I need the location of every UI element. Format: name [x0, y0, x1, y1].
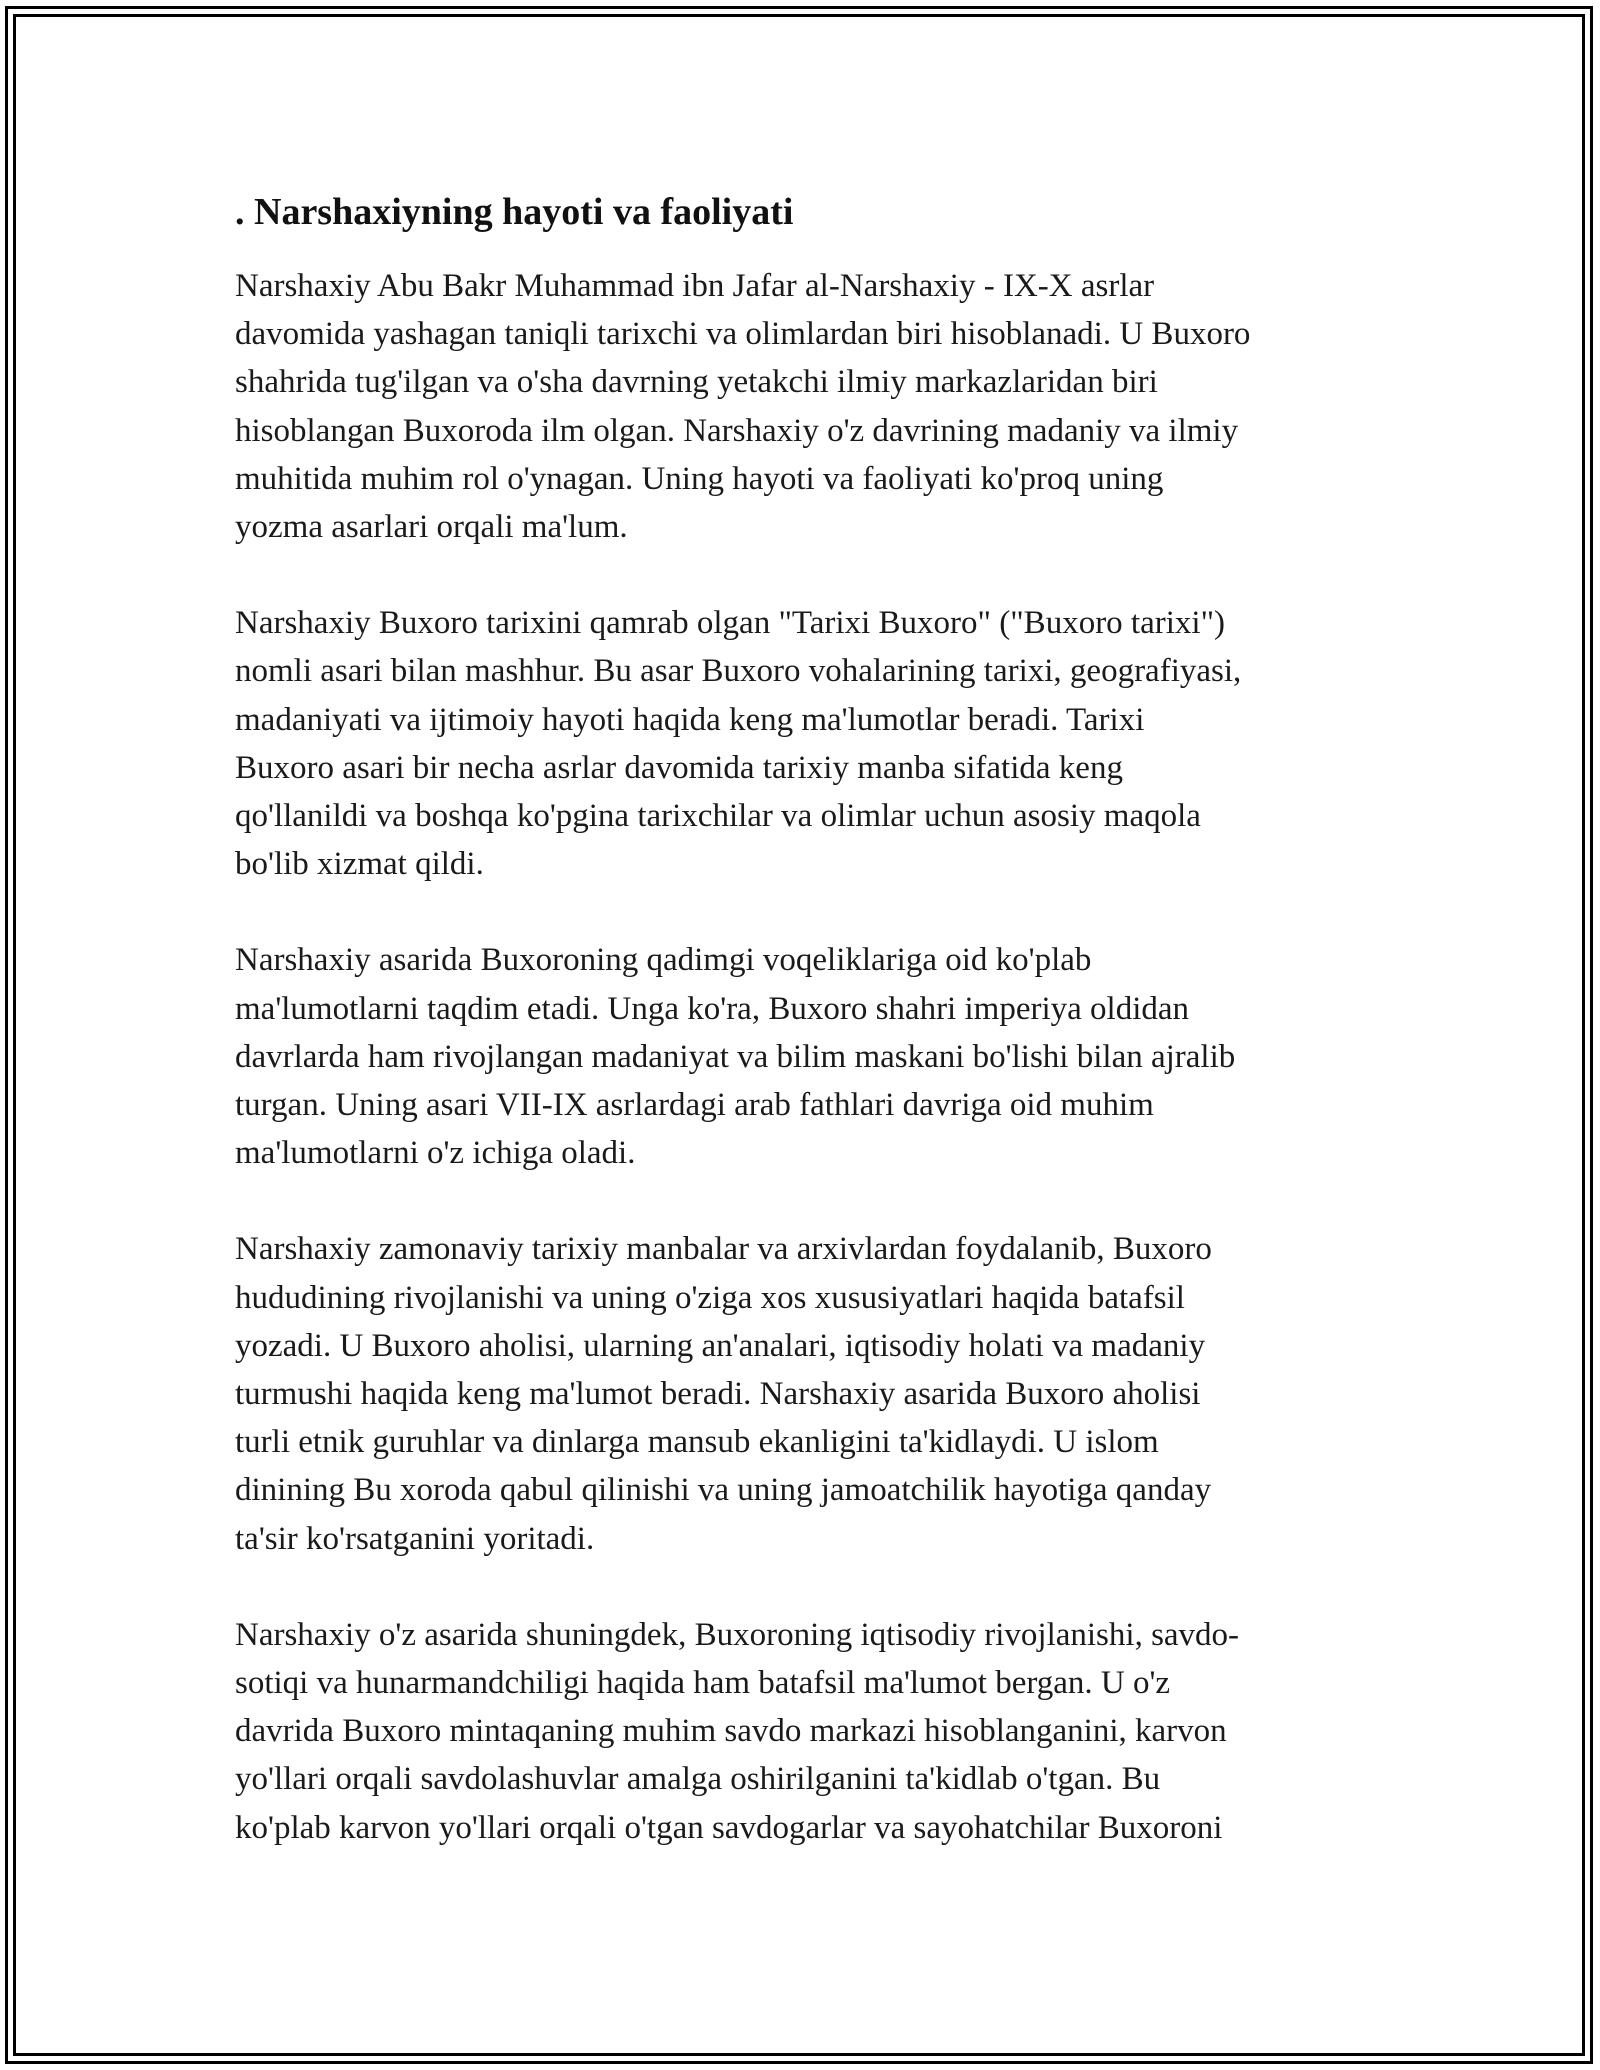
paragraph-3: Narshaxiy asarida Buxoroning qadimgi voqeliklariga oid ko'plab ma'lumotlarni taqdim etadi. Unga ko'ra, Buxoro shahri imperiya oldidan davrlarda ham rivojlangan madaniyat va bilim maskani bo'lishi bilan ajralib turgan. Uning asari VII-IX asrlardagi arab fathlari davriga oid muhim ma'lumotlarni o'z ichiga oladi.: [235, 942, 1236, 1172]
page-title: . Narshaxiyning hayoti va faoliyati: [235, 191, 794, 233]
paragraph-2: Narshaxiy Buxoro tarixini qamrab olgan "Tarixi Buxoro" ("Buxoro tarixi") nomli asari bilan mashhur. Bu asar Buxoro vohalarining tarixi, geografiyasi, madaniyati va ijtimoiy hayoti haqida keng ma'lumotlar beradi. Tarixi Buxoro asari bir necha asrlar davomida tarixiy manba sifatida keng qo'llanildi va boshqa ko'pgina tarixchilar va olimlar uchun asosiy maqola bo'lib xizmat qildi.: [235, 605, 1242, 883]
document-body: [235, 188, 1385, 1852]
paragraph-5: Narshaxiy o'z asarida shuningdek, Buxoroning iqtisodiy rivojlanishi, savdo- sotiqi va hunarmandchiligi haqida ham batafsil ma'lumot bergan. U o'z davrida Buxoro mintaqaning muhim savdo markazi hisoblanganini, karvon yo'llari orqali savdolashuvlar amalga oshirilganini ta'kidlab o'tgan. Bu ko'plab karvon yo'llari orqali o'tgan savdogarlar va sayohatchilar Buxoroni: [235, 1616, 1240, 1846]
paragraph-4: Narshaxiy zamonaviy tarixiy manbalar va arxivlardan foydalanib, Buxoro hududining rivojlanishi va uning o'ziga xos xususiyatlari haqida batafsil yozadi. U Buxoro aholisi, ularning an'analari, iqtisodiy holati va madaniy turmushi haqida keng ma'lumot beradi. Narshaxiy asarida Buxoro aholisi turli etnik guruhlar va dinlarga mansub ekanligini ta'kidlaydi. U islom dinining Bu xoroda qabul qilinishi va uning jamoatchilik hayotiga qanday ta'sir ko'rsatganini yoritadi.: [235, 1231, 1212, 1557]
paragraph-1: Narshaxiy Abu Bakr Muhammad ibn Jafar al-Narshaxiy - IX-X asrlar davomida yashagan taniqli tarixchi va olimlardan biri hisoblanadi. U Buxoro shahrida tug'ilgan va o'sha davrning yetakchi ilmiy markazlaridan biri hisoblangan Buxoroda ilm olgan. Narshaxiy o'z davrining madaniy va ilmiy muhitida muhim rol o'ynagan. Uning hayoti va faoliyati ko'proq uning yozma asarlari orqali ma'lum.: [235, 268, 1251, 546]
